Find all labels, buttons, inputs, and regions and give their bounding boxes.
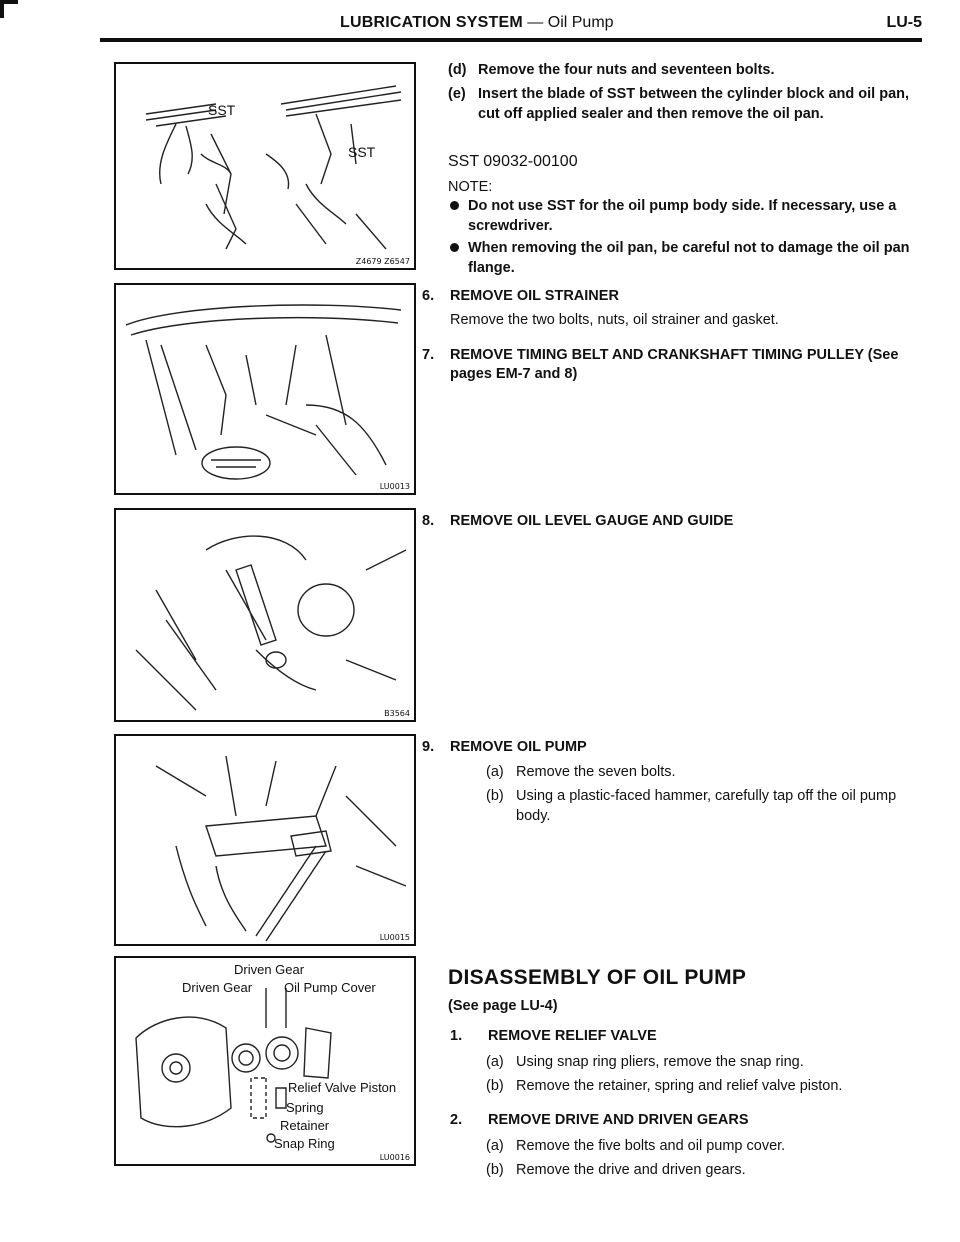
step-9b-key: (b) — [486, 788, 504, 804]
step-d-text: Remove the four nuts and seventeen bolts. — [478, 62, 775, 78]
step-9b-text: Using a plastic-faced hammer, carefully tap off the oil pump body. — [516, 788, 897, 824]
figure-oil-strainer — [114, 283, 416, 495]
step-e-key: (e) — [448, 86, 466, 102]
note-label: NOTE: — [448, 179, 493, 195]
disassembly-see-page: (See page LU-4) — [448, 998, 558, 1014]
figure-label-relief-valve-piston: Relief Valve Piston — [288, 1080, 397, 1095]
header-title — [340, 14, 614, 32]
step-6-number: 6. — [422, 288, 435, 304]
figure-strainer-illustration — [116, 285, 414, 493]
note-bullet-2 — [450, 238, 928, 278]
step-e — [448, 84, 928, 124]
step-9a — [486, 762, 926, 782]
bullet-dot-icon — [450, 201, 459, 210]
step-7 — [422, 346, 925, 384]
figure-code: Z4679 Z6547 — [355, 257, 410, 266]
disassembly-heading: DISASSEMBLY OF OIL PUMP — [448, 966, 747, 989]
step-8-number: 8. — [422, 513, 435, 529]
step-6-title: REMOVE OIL STRAINER — [450, 288, 619, 304]
note-bullet-1 — [450, 196, 928, 236]
step-6-text: Remove the two bolts, nuts, oil strainer and gasket. — [450, 312, 779, 328]
dis-step-2b-key: (b) — [486, 1162, 504, 1178]
figure-sst-illustration — [116, 64, 414, 268]
figure-label-sst-1: SST — [208, 102, 236, 118]
figure-oil-pump-removal — [114, 734, 416, 946]
header-page-number: LU-5 — [886, 14, 922, 31]
note-bullet-2-text: When removing the oil pan, be careful not to damage the oil pan flange. — [468, 240, 910, 276]
figure-label-retainer: Retainer — [280, 1118, 330, 1133]
figure-gauge-illustration — [116, 510, 414, 720]
dis-step-1-title: REMOVE RELIEF VALVE — [488, 1028, 657, 1044]
dis-step-1 — [450, 1027, 925, 1046]
dis-step-1-number: 1. — [450, 1028, 463, 1044]
step-8 — [422, 512, 925, 531]
figure-pump-removal-illustration — [116, 736, 414, 944]
step-9b — [486, 786, 926, 826]
step-7-title: REMOVE TIMING BELT AND CRANKSHAFT TIMING PULLEY (See pages EM-7 and 8) — [450, 347, 899, 382]
step-9-number: 9. — [422, 739, 435, 755]
dis-step-1a — [486, 1052, 926, 1072]
step-9 — [422, 738, 925, 757]
dis-step-2-title: REMOVE DRIVE AND DRIVEN GEARS — [488, 1112, 749, 1128]
dis-step-1b — [486, 1076, 926, 1096]
note-bullet-1-text: Do not use SST for the oil pump body side. If necessary, use a screwdriver. — [468, 198, 897, 234]
step-e-text: Insert the blade of SST between the cylinder block and oil pan, cut off applied sealer and then remove the oil pan. — [478, 86, 910, 122]
step-8-title: REMOVE OIL LEVEL GAUGE AND GUIDE — [450, 513, 734, 529]
figure-code: LU0013 — [379, 482, 410, 491]
figure-oil-level-gauge — [114, 508, 416, 722]
step-d — [448, 60, 928, 80]
figure-label-snap-ring: Snap Ring — [274, 1136, 335, 1151]
dis-step-1b-text: Remove the retainer, spring and relief valve piston. — [516, 1078, 843, 1094]
dis-step-2a-key: (a) — [486, 1138, 504, 1154]
dis-step-1a-key: (a) — [486, 1054, 504, 1070]
figure-oil-pump-exploded — [114, 956, 416, 1166]
step-6 — [422, 287, 925, 306]
dis-step-2-number: 2. — [450, 1112, 463, 1128]
step-7-number: 7. — [422, 347, 435, 363]
figure-sst-oil-pan — [114, 62, 416, 270]
dis-step-1b-key: (b) — [486, 1078, 504, 1094]
figure-label-oil-pump-cover: Oil Pump Cover — [284, 980, 376, 995]
dis-step-2a-text: Remove the five bolts and oil pump cover. — [516, 1138, 786, 1154]
step-d-key: (d) — [448, 62, 467, 78]
dis-step-2b — [486, 1160, 926, 1180]
dis-step-2a — [486, 1136, 926, 1156]
figure-label-spring: Spring — [286, 1100, 324, 1115]
step-9a-text: Remove the seven bolts. — [516, 764, 676, 780]
figure-label-sst-2: SST — [348, 144, 376, 160]
header-title-bold: LUBRICATION SYSTEM — [340, 14, 523, 31]
bullet-dot-icon — [450, 243, 459, 252]
corner-registration-mark — [0, 0, 18, 18]
figure-label-driven-gear-top: Driven Gear — [234, 962, 305, 977]
figure-code: LU0015 — [379, 933, 410, 942]
dis-step-1a-text: Using snap ring pliers, remove the snap ring. — [516, 1054, 804, 1070]
figure-code: LU0016 — [379, 1153, 410, 1162]
step-9a-key: (a) — [486, 764, 504, 780]
sst-number: SST 09032-00100 — [448, 153, 578, 170]
header-title-rest: — Oil Pump — [522, 14, 614, 31]
figure-label-driven-gear: Driven Gear — [182, 980, 253, 995]
figure-code: B3564 — [384, 709, 410, 718]
dis-step-2 — [450, 1111, 925, 1130]
step-9-title: REMOVE OIL PUMP — [450, 739, 587, 755]
dis-step-2b-text: Remove the drive and driven gears. — [516, 1162, 746, 1178]
page-header — [100, 14, 922, 40]
header-rule — [100, 38, 922, 42]
